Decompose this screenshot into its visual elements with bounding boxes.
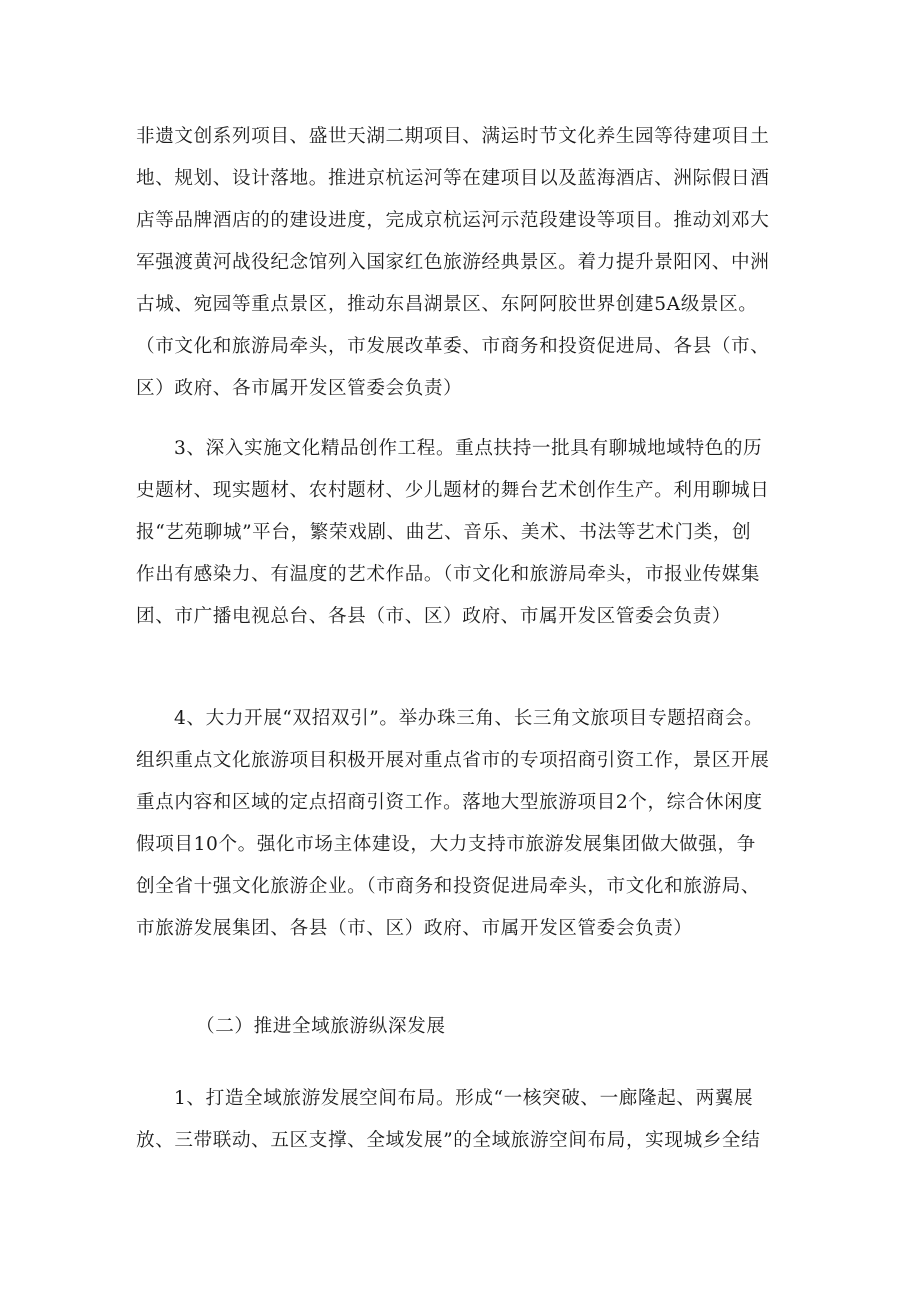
text-line: 作出有感染力、有温度的艺术作品。（市文化和旅游局牵头，市报业传媒集	[136, 564, 761, 585]
text-line: 团、市广播电视总台、各县（市、区）政府、市属开发区管委会负责）	[136, 606, 732, 627]
text-line: 假项目10个。强化市场主体建设，大力支持市旅游发展集团做大做强，争	[136, 834, 756, 855]
paragraph-4-first-line: 4、大力开展“双招双引”。举办珠三角、长三角文旅项目专题招商会。	[174, 708, 764, 729]
text-line: 军强渡黄河战役纪念馆列入国家红色旅游经典景区。着力提升景阳冈、中洲	[136, 252, 770, 273]
text-line: 创全省十强文化旅游企业。（市商务和投资促进局牵头，市文化和旅游局、	[136, 876, 761, 897]
text-line: 店等品牌酒店的的建设进度，完成京杭运河示范段建设等项目。推动刘邓大	[136, 210, 770, 231]
text-line: 放、三带联动、五区支撑、全域发展”的全域旅游空间布局，实现城乡全结	[136, 1130, 761, 1151]
text-line: （市文化和旅游局牵头，市发展改革委、市商务和投资促进局、各县（市、	[136, 336, 770, 357]
text-line: 史题材、现实题材、农村题材、少儿题材的舞台艺术创作生产。利用聊城日	[136, 480, 770, 501]
text-line: 组织重点文化旅游项目积极开展对重点省市的专项招商引资工作，景区开展	[136, 750, 770, 771]
paragraph-3-first-line: 3、深入实施文化精品创作工程。重点扶持一批具有聊城地域特色的历	[174, 438, 763, 459]
text-line: 重点内容和区域的定点招商引资工作。落地大型旅游项目2个，综合休闲度	[136, 792, 763, 813]
text-line: 非遗文创系列项目、盛世天湖二期项目、满运时节文化养生园等待建项目土	[136, 126, 770, 147]
text-line: 市旅游发展集团、各县（市、区）政府、市属开发区管委会负责）	[136, 918, 693, 939]
text-line: 报“艺苑聊城”平台，繁荣戏剧、曲艺、音乐、美术、书法等艺术门类，创	[136, 522, 752, 543]
text-line: 古城、宛园等重点景区，推动东昌湖景区、东阿阿胶世界创建5A级景区。	[136, 294, 758, 315]
text-line: 地、规划、设计落地。推进京杭运河等在建项目以及蓝海酒店、洲际假日酒	[136, 168, 770, 189]
section-heading: （二）推进全域旅游纵深发展	[196, 1016, 446, 1037]
paragraph-1-first-line: 1、打造全域旅游发展空间布局。形成“一核突破、一廊隆起、两翼展	[174, 1088, 754, 1109]
text-line: 区）政府、各市属开发区管委会负责）	[136, 378, 463, 399]
